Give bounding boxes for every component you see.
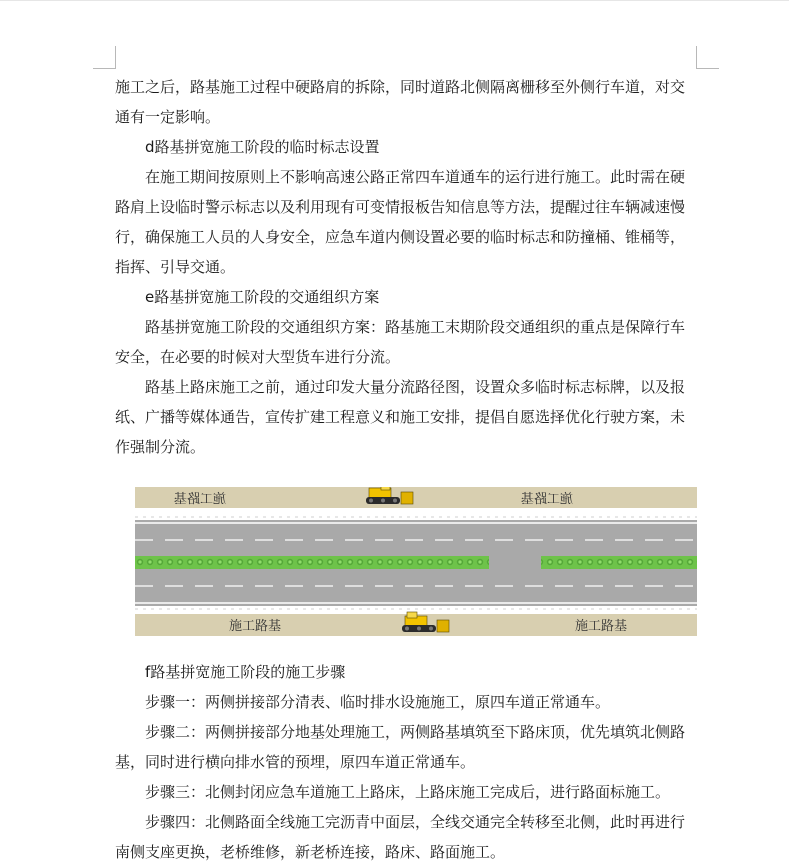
document-body-lower: [115, 657, 695, 867]
step-4: 步骤四：北侧路面全线施工完沥青中面层，全线交通完全转移至北侧，此时再进行南侧支座更换，老桥维修，新老桥连接，路床、路面施工。: [115, 813, 686, 861]
median-right: [541, 556, 697, 569]
page-top-border: [0, 0, 789, 1]
bottom-label-left: 施工路基: [228, 619, 282, 634]
step-3: 步骤三：北侧封闭应急车道施工上路床，上路床施工完成后，进行路面标施工。: [145, 783, 671, 801]
document-body-upper: [115, 72, 695, 462]
paragraph: 在施工期间按原则上不影响高速公路正常四车道通车的运行进行施工。此时需在硬路肩上设临时警示标志以及利用现有可变情报板告知信息等方法，提醒过往车辆减速慢行，确保施工人员的人身安全，应急车道内侧设置必要的临时标志和防撞桶、锥桶等，指挥、引导交通。: [115, 168, 686, 276]
paragraph: 施工之后，路基施工过程中硬路肩的拆除，同时道路北侧隔离栅移至外侧行车道，对交通有一定影响。: [115, 78, 686, 126]
margin-corner-top-left: [93, 46, 116, 69]
section-heading-f: f路基拼宽施工阶段的施工步骤: [145, 663, 346, 681]
paragraph: 路基拼宽施工阶段的交通组织方案：路基施工末期阶段交通组织的重点是保障行车安全，在必要的时候对大型货车进行分流。: [115, 318, 686, 366]
margin-corner-top-right: [696, 46, 719, 69]
bottom-label-right: 施工路基: [574, 619, 628, 634]
paragraph: 路基上路床施工之前，通过印发大量分流路径图，设置众多临时标志标牌，以及报纸、广播等媒体通告，宣传扩建工程意义和施工安排，提倡自愿选择优化行驶方案，未作强制分流。: [115, 378, 686, 456]
section-heading-d: d路基拼宽施工阶段的临时标志设置: [145, 138, 380, 156]
step-2: 步骤二：两侧拼接部分地基处理施工，两侧路基填筑至下路床顶，优先填筑北侧路基，同时进行横向排水管的预埋，原四车道正常通车。: [115, 723, 686, 771]
step-1: 步骤一：两侧拼接部分清表、临时排水设施施工，原四车道正常通车。: [145, 693, 611, 711]
section-heading-e: e路基拼宽施工阶段的交通组织方案: [145, 288, 380, 306]
median-left: [135, 556, 489, 569]
top-label-left: 施工路基: [173, 492, 227, 507]
top-label-right: 施工路基: [520, 492, 574, 507]
road-construction-diagram: [135, 487, 697, 636]
